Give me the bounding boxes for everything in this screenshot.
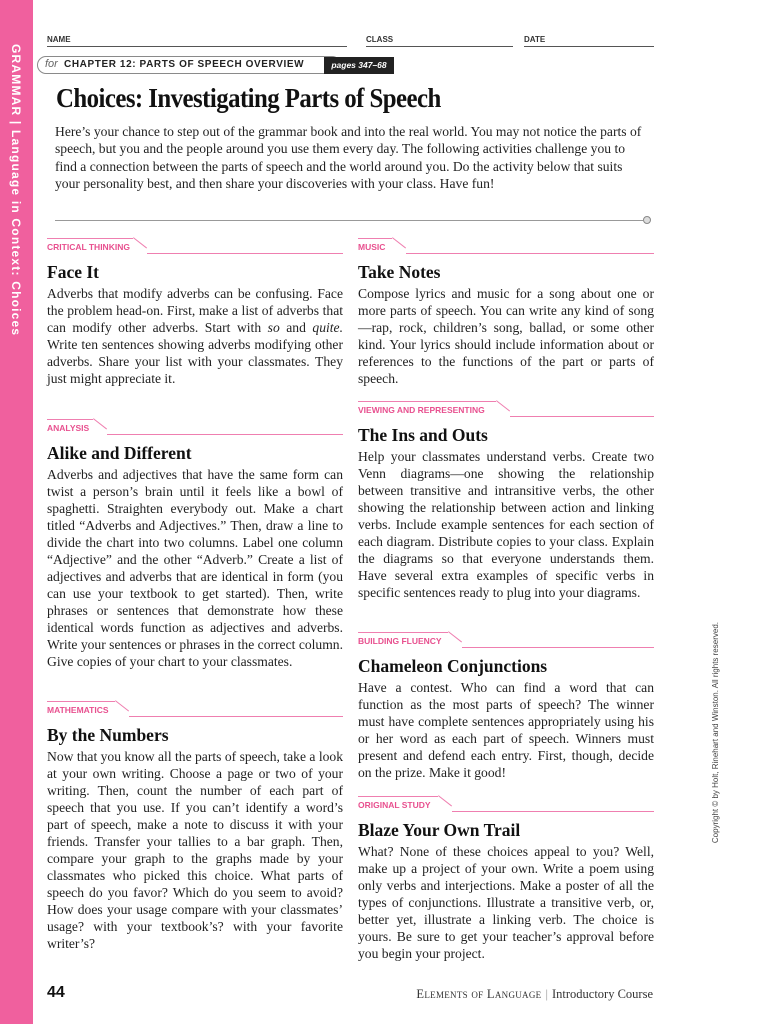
date-label: DATE [524,35,546,44]
pages-badge: pages 347–68 [324,57,394,74]
footer-separator: | [545,987,548,1001]
section-body: What? None of these choices appeal to you? Well, make up a project of your own. Write a poem using only verbs and interjections. Make a poster of all the types of conjunctions. Illustrate a transitive verb, or, better yet, illustrate a linking verb. The choice is yours. Be sure to get your teacher’s approval before you begin your project. [358,844,654,961]
for-label: for [45,58,58,70]
section-rule [358,238,654,258]
section-viewing-representing [358,401,654,621]
section-body: Help your classmates understand verbs. Create two Venn diagrams—one showing the relationship between transitive and intransitive verbs, the other showing the relationship between action and linking verbs. Include example sentences for each section of each diagram. Distribute copies to your class. Explain the diagrams so that everyone understands them. Have several extra examples of specific verbs in specific sentences ready to plug into your diagrams. [358,449,654,600]
name-label: NAME [47,35,71,44]
copyright-notice: Copyright © by Holt, Rinehart and Winston. All rights reserved. [711,622,720,844]
section-label: ANALYSIS [47,423,90,433]
section-original-study [358,796,654,966]
name-line [47,46,347,47]
section-critical-thinking [47,238,343,398]
section-title: By the Numbers [47,725,169,745]
footer-book-title [416,987,653,1002]
section-label: CRITICAL THINKING [47,242,130,252]
section-building-fluency [358,632,654,782]
intro-divider [55,220,643,221]
page-number: 44 [47,984,65,1001]
section-title: Chameleon Conjunctions [358,656,548,676]
class-line [366,46,513,47]
section-analysis [47,419,343,689]
section-body: Adverbs that modify adverbs can be confusing. Face the problem head-on. First, make a list of adverbs that can modify other adverbs. Start with so and quite. Write ten sentences showing adverbs modifying other adverbs. Share your list with your classmates. They just might appreciate it. [47,286,343,386]
section-title: Alike and Different [47,443,192,463]
section-title: Face It [47,262,99,282]
section-body: Compose lyrics and music for a song about one or more parts of speech. You can write any kind of song—rap, rock, children’s song, ballad, or some other kind. Your lyrics should include information about or references to the functions of the part or parts of speech. [358,286,654,386]
section-rule [47,419,343,439]
section-label: VIEWING AND REPRESENTING [358,405,485,415]
section-music [358,238,654,388]
section-label: MATHEMATICS [47,705,109,715]
section-body: Adverbs and adjectives that have the same form can twist a person’s brain until it feels like a bowl of spaghetti. Straighten everybody out. Make a chart titled “Adverbs and Adjectives.” Then, draw a line to divide the chart into two columns. Label one column “Adjective” and the other “Adverb.” Create a list of adjectives and adverbs that are identical in form (you can use your textbook to get started). Then, write phrases or sentences that demonstrate how these identical words function as adjectives and adverbs. Write your sentences or phrases in the correct column. Give copies of your chart to your classmates. [47,467,343,669]
spine-title: GRAMMAR | Language in Context: Choices [9,44,23,337]
class-label: CLASS [366,35,394,44]
section-title: Take Notes [358,262,441,282]
section-body: Have a contest. Who can find a word that can function as the most parts of speech? The winner must have complete sentences appropriately using his or her word as each part of speech. Winners must present and defend each entry. First, though, decide on the prize. Make it good! [358,680,654,780]
section-title: Blaze Your Own Trail [358,820,521,840]
section-title: The Ins and Outs [358,425,488,445]
book-name: Elements of Language [416,987,542,1001]
chapter-title: CHAPTER 12: PARTS OF SPEECH OVERVIEW [64,59,305,70]
section-label: ORIGINAL STUDY [358,800,431,810]
page-title: Choices: Investigating Parts of Speech [56,83,441,113]
course-name: Introductory Course [551,987,653,1001]
divider-dot [643,216,651,224]
section-mathematics [47,701,343,951]
section-label: MUSIC [358,242,386,252]
date-line [524,46,654,47]
intro-paragraph: Here’s your chance to step out of the grammar book and into the real world. You may not notice the parts of speech, but you and the people around you use them every day. The following activities challenge you to find a connection between the parts of speech and the world around you. Do the activity below that suits your personality best, and then share your discoveries with your class. Have fun! [55,124,642,192]
section-body: Now that you know all the parts of speech, take a look at your own writing. Choose a page or two of your writing. Then, count the number of each part of speech that you use. If you can’t identify a word’s part of speech, make a note to discuss it with your friends. Transfer your tallies to a bar graph. Then, compare your graph to the graphs made by your classmates who picked this choice. What parts of speech do you favor? Which do you seem to avoid? How does your usage compare with your classmates’ usage? with your textbook’s? with your favorite writer’s? [47,749,343,951]
section-label: BUILDING FLUENCY [358,636,442,646]
